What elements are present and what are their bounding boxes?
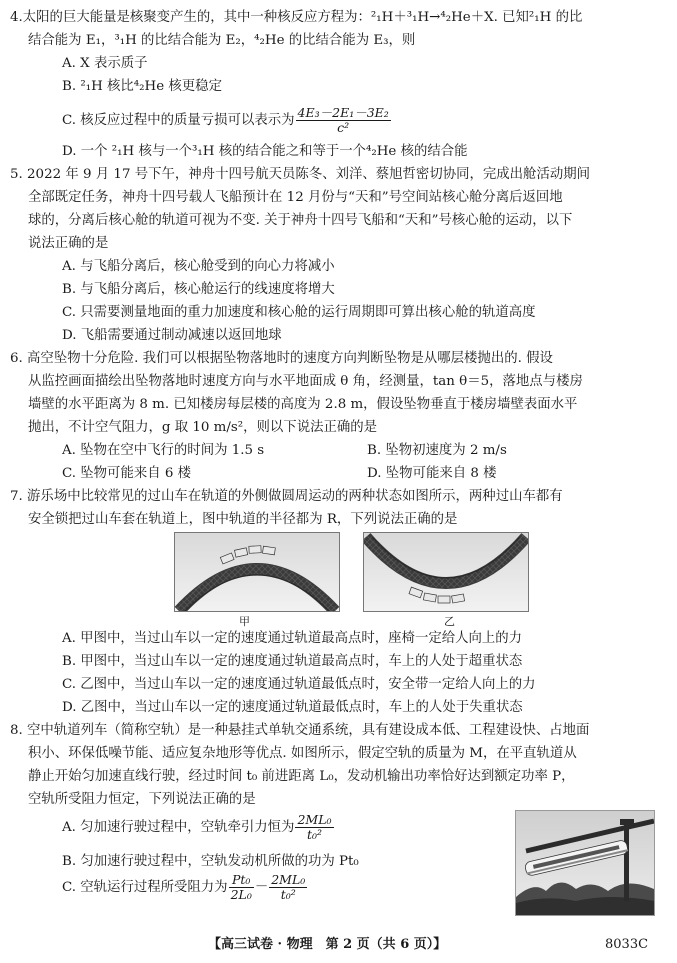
q4-option-d: D. 一个 ²₁H 核与一个³₁H 核的结合能之和等于一个⁴₂He 核的结合能 bbox=[62, 144, 468, 159]
q8-option-b: B. 匀加速行驶过程中，空轨发动机所做的功为 Pt₀ bbox=[62, 854, 359, 869]
q8-option-c-fraction-1 bbox=[229, 873, 254, 902]
q4-stem-line-1: 4.太阳的巨大能量是核聚变产生的，其中一种核反应方程为：²₁H＋³₁H→⁴₂He＋X. 已知²₁H 的比 bbox=[10, 10, 583, 25]
page-footer-title: 【高三试卷 · 物理 第 2 页（共 6 页）】 bbox=[208, 937, 447, 952]
q8-option-c-text: C. 空轨运行过程所受阻力为 bbox=[62, 880, 228, 895]
q5-stem-line-1: 5. 2022 年 9 月 17 号下午，神舟十四号航天员陈冬、刘洋、蔡旭哲密切协同，完成出舱活动期间 bbox=[10, 167, 591, 182]
fraction-numerator: Pt₀ bbox=[229, 873, 254, 888]
q8-stem-line-1: 8. 空中轨道列车（简称空轨）是一种悬挂式单轨交通系统，具有建设成本低、工程建设快、占地面 bbox=[10, 723, 590, 738]
q4-option-c-text: C. 核反应过程中的质量亏损可以表示为 bbox=[62, 113, 295, 128]
q6-stem-line-3: 墙壁的水平距离为 8 m. 已知楼房每层楼的高度为 2.8 m，假设坠物垂直于楼房墙壁表面水平 bbox=[28, 397, 578, 412]
q8-stem-line-4: 空轨所受阻力恒定，下列说法正确的是 bbox=[28, 792, 256, 807]
fraction-denominator: t₀² bbox=[280, 887, 296, 902]
q8-option-c bbox=[62, 872, 308, 904]
q4-option-c-fraction bbox=[296, 106, 391, 135]
fraction-denominator: c² bbox=[337, 120, 350, 135]
q8-option-a bbox=[62, 812, 335, 844]
sky-train-photo bbox=[515, 810, 655, 916]
q8-option-c-fraction-2 bbox=[269, 873, 307, 902]
figure-caption-jia: 甲 bbox=[239, 615, 250, 628]
q6-option-b: B. 坠物初速度为 2 m/s bbox=[367, 443, 507, 458]
q8-stem-line-3: 静止开始匀加速直线行驶，经过时间 t₀ 前进距离 L₀，发动机输出功率恰好达到额定功率 P， bbox=[28, 769, 575, 784]
roller-coaster-top-photo bbox=[174, 532, 340, 612]
q8-stem-line-2: 积小、环保低噪节能、适应复杂地形等优点. 如图所示，假定空轨的质量为 M，在平直轨道从 bbox=[28, 746, 577, 761]
minus-sign: － bbox=[254, 880, 269, 895]
q8-option-a-text: A. 匀加速行驶过程中，空轨牵引力恒为 bbox=[62, 820, 295, 835]
fraction-numerator: 2ML₀ bbox=[297, 812, 332, 827]
q8-option-a-fraction bbox=[295, 813, 333, 842]
fraction-denominator: t₀² bbox=[306, 827, 322, 842]
q4-stem-line-2: 结合能为 E₁，³₁H 的比结合能为 E₂，⁴₂He 的比结合能为 E₃，则 bbox=[28, 33, 416, 48]
figure-caption-yi: 乙 bbox=[444, 615, 455, 628]
q6-stem-line-4: 抛出，不计空气阻力，g 取 10 m/s²，则以下说法正确的是 bbox=[28, 420, 378, 435]
q4-option-a: A. X 表示质子 bbox=[62, 56, 148, 71]
roller-coaster-bottom-image bbox=[364, 533, 528, 611]
q7-option-b: B. 甲图中，当过山车以一定的速度通过轨道最高点时，车上的人处于超重状态 bbox=[62, 654, 523, 669]
q7-stem-line-1: 7. 游乐场中比较常见的过山车在轨道的外侧做圆周运动的两种状态如图所示，两种过山车都有 bbox=[10, 489, 563, 504]
q4-option-c bbox=[62, 106, 392, 136]
q5-option-a: A. 与飞船分离后，核心舱受到的向心力将减小 bbox=[62, 259, 335, 274]
q6-option-a: A. 坠物在空中飞行的时间为 1.5 s bbox=[62, 443, 265, 458]
q7-option-d: D. 乙图中，当过山车以一定的速度通过轨道最低点时，车上的人处于失重状态 bbox=[62, 700, 523, 715]
q7-option-a: A. 甲图中，当过山车以一定的速度通过轨道最高点时，座椅一定给人向上的力 bbox=[62, 631, 523, 646]
q5-stem-line-2: 全部既定任务，神舟十四号载人飞船预计在 12 月份与“天和”号空间站核心舱分离后返回地 bbox=[28, 190, 563, 205]
q7-stem-line-2: 安全锁把过山车套在轨道上，图中轨道的半径都为 R，下列说法正确的是 bbox=[28, 512, 458, 527]
q4-option-b: B. ²₁H 核比⁴₂He 核更稳定 bbox=[62, 79, 222, 94]
fraction-numerator: 4E₃－2E₁－3E₂ bbox=[297, 105, 389, 120]
fraction-numerator: 2ML₀ bbox=[271, 872, 306, 887]
q5-option-c: C. 只需要测量地面的重力加速度和核心舱的运行周期即可算出核心舱的轨道高度 bbox=[62, 305, 536, 320]
roller-coaster-top-image bbox=[175, 533, 339, 611]
q6-stem-line-1: 6. 高空坠物十分危险. 我们可以根据坠物落地时的速度方向判断坠物是从哪层楼抛出的. 假设 bbox=[10, 351, 553, 366]
fraction-denominator: 2L₀ bbox=[230, 887, 252, 902]
roller-coaster-bottom-photo bbox=[363, 532, 529, 612]
sky-train-image bbox=[516, 811, 654, 915]
q5-option-b: B. 与飞船分离后，核心舱运行的线速度将增大 bbox=[62, 282, 335, 297]
page-footer-code: 8033C bbox=[605, 937, 649, 952]
q6-option-c: C. 坠物可能来自 6 楼 bbox=[62, 466, 192, 481]
q7-option-c: C. 乙图中，当过山车以一定的速度通过轨道最低点时，安全带一定给人向上的力 bbox=[62, 677, 536, 692]
q5-option-d: D. 飞船需要通过制动减速以返回地球 bbox=[62, 328, 282, 343]
q5-stem-line-3: 球的，分离后核心舱的轨道可视为不变. 关于神舟十四号飞船和“天和”号核心舱的运动，以下 bbox=[28, 213, 573, 228]
q5-stem-line-4: 说法正确的是 bbox=[28, 236, 109, 251]
q6-stem-line-2: 从监控画面描绘出坠物落地时速度方向与水平地面成 θ 角，经测量，tan θ＝5，落地点与楼房 bbox=[28, 374, 583, 389]
q6-option-d: D. 坠物可能来自 8 楼 bbox=[367, 466, 497, 481]
